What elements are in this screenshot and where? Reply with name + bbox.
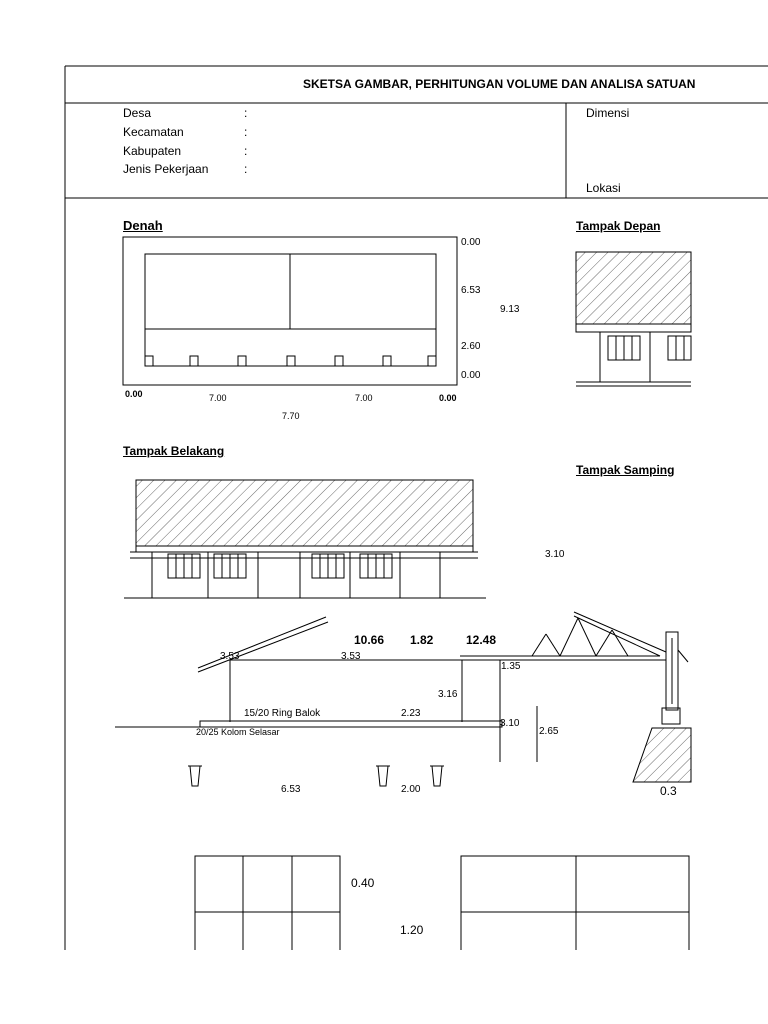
denah-dim-total: 7.70 (282, 411, 300, 421)
tampak-depan-title: Tampak Depan (576, 219, 661, 233)
roof-dim-b: 3.53 (341, 651, 361, 662)
roof-dim-a: 3.53 (220, 651, 240, 662)
sheet-title: SKETSA GAMBAR, PERHITUNGAN VOLUME DAN ANALISA SATUAN (303, 77, 696, 91)
field-kabupaten-sep: : (244, 144, 248, 158)
value-10-66: 10.66 (354, 633, 385, 647)
denah-dim-bottom-0: 0.00 (125, 389, 143, 399)
denah-plan (123, 237, 457, 385)
denah-title: Denah (123, 218, 163, 233)
section-drawing (115, 612, 691, 786)
bottom-tables (195, 856, 689, 956)
dim-1-20: 1.20 (400, 923, 424, 937)
dim-0-40: 0.40 (351, 876, 375, 890)
dim-1-35: 1.35 (501, 661, 521, 672)
denah-dim-right-4: 0.00 (461, 370, 481, 381)
field-desa-sep: : (244, 106, 248, 120)
kolom-selasar-label: 20/25 Kolom Selasar (196, 727, 280, 737)
dim-2-65: 2.65 (539, 726, 559, 737)
dim-2-00: 2.00 (401, 784, 421, 795)
denah-dim-right-1: 6.53 (461, 285, 481, 296)
tampak-samping-height: 3.10 (545, 549, 565, 560)
field-kabupaten-label: Kabupaten (123, 144, 182, 158)
denah-dim-bottom-1: 7.00 (209, 393, 227, 403)
tampak-depan-elevation (576, 252, 691, 386)
denah-dim-bottom-3: 0.00 (439, 393, 457, 403)
field-kecamatan-sep: : (244, 125, 248, 139)
field-jenis-pekerjaan-sep: : (244, 162, 248, 176)
dim-0-3: 0.3 (660, 784, 677, 798)
field-desa-label: Desa (123, 106, 152, 120)
value-12-48: 12.48 (466, 633, 497, 647)
field-kecamatan-label: Kecamatan (123, 125, 184, 139)
denah-dim-bottom-2: 7.00 (355, 393, 373, 403)
dim-3-16: 3.16 (438, 689, 458, 700)
ring-balok-label: 15/20 Ring Balok (244, 708, 321, 719)
tampak-belakang-elevation (124, 480, 486, 598)
dim-3-10: 3.10 (500, 718, 520, 729)
bottom-mask (0, 950, 768, 1024)
tampak-belakang-title: Tampak Belakang (123, 444, 225, 458)
denah-dim-right-2: 9.13 (500, 304, 520, 315)
value-1-82: 1.82 (410, 633, 434, 647)
field-jenis-pekerjaan-label: Jenis Pekerjaan (123, 162, 209, 176)
dim-6-53: 6.53 (281, 784, 301, 795)
denah-dim-right-3: 2.60 (461, 341, 481, 352)
tampak-samping-title: Tampak Samping (576, 463, 675, 477)
lokasi-label: Lokasi (586, 181, 621, 195)
dimensi-label: Dimensi (586, 106, 630, 120)
dim-2-23: 2.23 (401, 708, 421, 719)
denah-dim-right-0: 0.00 (461, 237, 481, 248)
